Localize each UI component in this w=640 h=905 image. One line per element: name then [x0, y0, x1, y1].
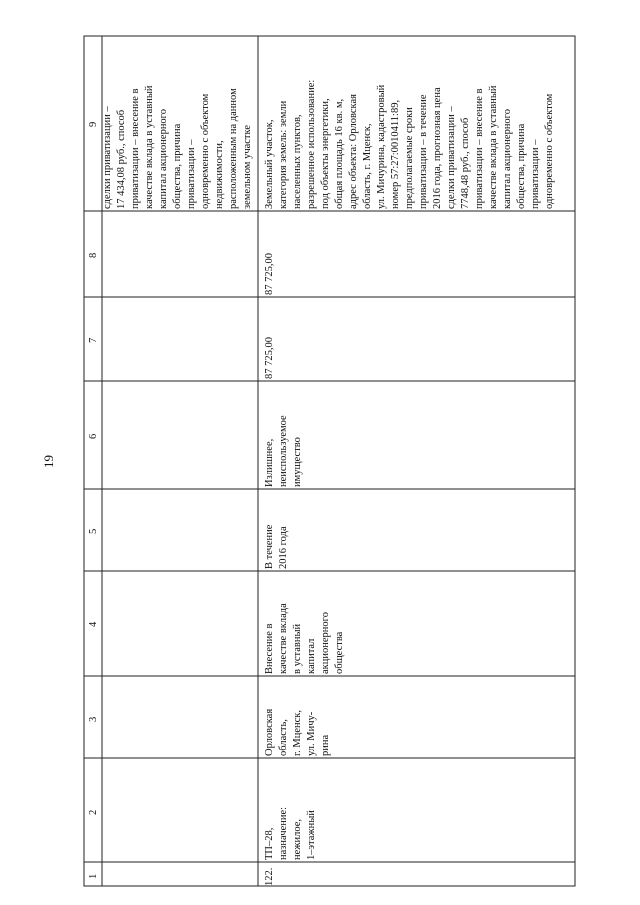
row-122-col2-line: нежилое,: [292, 818, 303, 860]
row-122-col9-line: приватизации – внесение в: [474, 88, 485, 209]
row-122-col9-line: номер 57:27:0010411:89,: [390, 99, 401, 209]
row-122-col7: 87 725,00: [264, 337, 275, 379]
row-top-col9-line: приватизации –: [186, 139, 197, 209]
row-122-col9-line: область, г. Мценск,: [362, 123, 373, 209]
row-122-col9-line: одновременно с объектом: [544, 93, 555, 209]
row-122-col2-line: 1–этажный: [306, 810, 317, 860]
row-122-col9-line: общая площадь 16 кв. м,: [334, 98, 345, 209]
row-122-col9-line: приватизации – в течение: [418, 94, 429, 209]
row-122-col3-line: ул. Мичу-: [306, 711, 317, 756]
row-122-col9-line: категория земель: земли: [278, 100, 289, 209]
row-top-col9-line: расположенным на данном: [228, 88, 239, 209]
row-122-col9-line: качестве вклада в уставный: [488, 85, 499, 209]
row-122-col9-line: сделки приватизации –: [446, 106, 457, 209]
row-122-col9-line: ул. Мичурина, кадастровый: [376, 84, 387, 209]
row-122-col9-line: 2016 года, прогнозная цена: [432, 87, 443, 209]
row-122-col9-line: приватизации –: [530, 139, 541, 209]
row-top-col9-line: земельном участке: [242, 124, 253, 209]
row-top-col9-line: качестве вклада в уставный: [144, 85, 155, 209]
row-122-col4-line: капитал: [306, 638, 317, 674]
header-col-4: 4: [88, 621, 99, 627]
row-122-col3-line: Орловская: [264, 708, 275, 756]
row-122-col9-line: адрес объекта: Орловская: [348, 94, 359, 209]
row-122-col3-line: рина: [320, 734, 331, 756]
row-top-col9-line: 17 434,08 руб., способ: [116, 109, 127, 209]
row-122-col4-line: качестве вклада: [278, 603, 289, 674]
row-122-col9-line: общества, причина: [516, 123, 527, 209]
header-col-2: 2: [88, 809, 99, 815]
row-122-col9-line: предполагаемые сроки: [404, 107, 415, 209]
row-122-col2-line: назначение:: [278, 806, 289, 860]
row-122-col9-line: Земельный участок,: [264, 119, 275, 209]
row-top-col9-line: одновременно с объектом: [200, 93, 211, 209]
row-122-col9-line: разрешенное использование:: [306, 79, 317, 209]
row-122-col9-line: капитал акционерного: [502, 109, 513, 209]
header-col-7: 7: [88, 337, 99, 343]
row-top-col9-line: недвижимости,: [214, 140, 225, 209]
row-122-col4-line: в уставный: [292, 623, 303, 674]
header-col-8: 8: [88, 252, 99, 258]
header-col-5: 5: [88, 528, 99, 534]
row-122-col6-line: Излишнее,: [264, 438, 275, 487]
page-number: 19: [41, 455, 56, 468]
row-122-col2-line: ТП–28,: [264, 827, 275, 860]
row-122-col9-line: 7748,48 руб., способ: [460, 117, 471, 209]
row-122-col6-line: имущество: [292, 437, 303, 487]
row-122-col5-line: 2016 года: [278, 526, 289, 569]
row-122-number: 122.: [264, 867, 275, 886]
row-top-col9-line: сделки приватизации –: [102, 106, 113, 209]
header-col-6: 6: [88, 433, 99, 439]
row-top-col9-line: общества, причина: [172, 123, 183, 209]
row-122-col4-line: общества: [334, 631, 345, 674]
row-122-col5-line: В течение: [264, 524, 275, 569]
row-122-col6-line: неиспользуемое: [278, 415, 289, 487]
header-col-9: 9: [88, 121, 99, 127]
row-top-col9-line: приватизации – внесение в: [130, 88, 141, 209]
row-122-col9-line: населенных пунктов,: [292, 114, 303, 209]
row-122-col9-line: под объекты энергетики,: [320, 98, 331, 209]
row-122-col4-line: Внесение в: [264, 623, 275, 674]
header-col-3: 3: [88, 716, 99, 722]
row-top-col9-line: капитал акционерного: [158, 109, 169, 209]
row-122-col3-line: область,: [278, 719, 289, 756]
row-122-col8: 87 725,00: [264, 253, 275, 295]
row-122-col3-line: г. Мценск,: [292, 710, 303, 756]
row-122-col4-line: акционерного: [320, 612, 331, 674]
header-col-1: 1: [88, 873, 99, 879]
